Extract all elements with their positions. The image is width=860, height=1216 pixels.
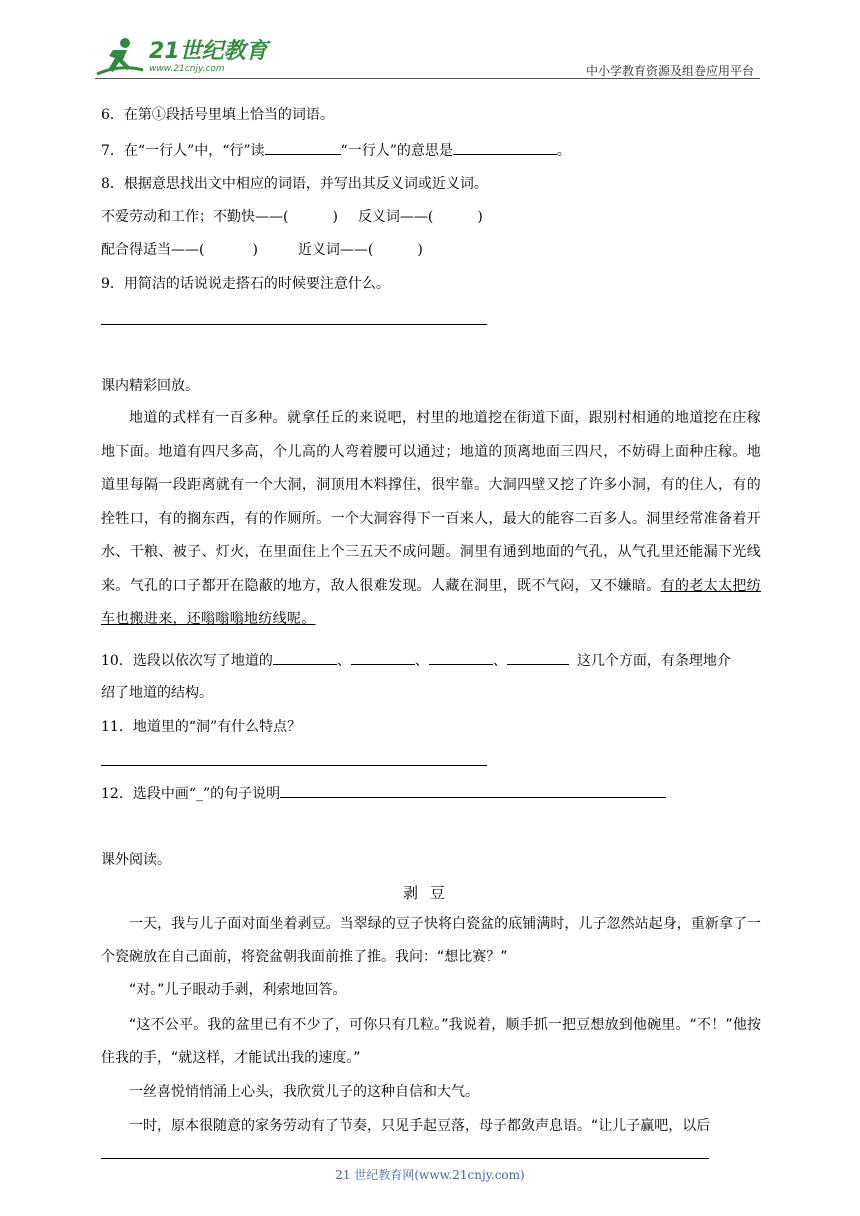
paren-close: ): [477, 209, 483, 225]
answer-blank[interactable]: [429, 650, 493, 665]
passage-tunnel: [101, 402, 761, 637]
question-8-row-1: [101, 207, 483, 227]
header-divider: [95, 78, 760, 79]
platform-name: 中小学教育资源及组卷应用平台: [585, 64, 754, 78]
question-7: [101, 140, 571, 161]
question-6: 6．在第①段括号里填上恰当的词语。: [101, 107, 334, 123]
question-10: [101, 650, 731, 671]
page-footer: 21 世纪教育网(www.21cnjy.com): [335, 1168, 525, 1182]
passage-tunnel-text: 地道的式样有一百多种。就拿任丘的来说吧，村里的地道挖在街道下面，跟别村相通的地道挖在庄稼地下面。地道有四尺多高，个儿高的人弯着腰可以通过；地道的顶离地面三四尺，不妨碍上面种庄稼。地道里每隔一段距离就有一个大洞，洞顶用木料撑住，很牢靠。大洞四壁又挖了许多小洞，有的住人，有的拴牲口，有的搁东西，有的作厕所。一个大洞容得下一百来人，最大的能容二百多人。洞里经常准备着开水、干粮、被子、灯火，在里面住上个三五天不成问题。洞里有通到地面的气孔，从气孔里还能漏下光线来。气孔的口子都开在隐蔽的地方，敌人很难发现。人藏在洞里，既不气闷，又不嫌暗。: [101, 410, 761, 594]
question-12-text: 12．选段中画“_”的句子说明: [101, 786, 281, 802]
passage-paragraph: 一时，原本很随意的家务劳动有了节奏，只见手起豆落，母子都敛声息语。“让儿子赢吧，以后: [129, 1118, 711, 1134]
answer-blank[interactable]: [280, 783, 666, 798]
question-7-text-b: “一行人”的意思是: [340, 143, 453, 159]
separator: 、: [414, 653, 429, 669]
question-11: 11．地道里的“洞”有什么特点？: [101, 719, 302, 735]
question-7-text-c: 。: [556, 143, 571, 159]
passage-paragraph: “这不公平。我的盆里已有不少了，可你只有几粒。”我说着，顺手抓一把豆想放到他碗里。“不！”他按住我的手，“就这样，才能试出我的速度。”: [101, 1017, 761, 1066]
answer-blank[interactable]: [507, 650, 569, 665]
question-8-row-2: [101, 240, 423, 260]
question-10-text-b: 这几个方面，有条理地介: [576, 653, 731, 669]
paren-close: ): [332, 209, 338, 225]
question-8-row-2-prompt: 配合得适当——(: [101, 242, 205, 258]
answer-blank[interactable]: [273, 650, 337, 665]
question-10-text-a: 10．选段以依次写了地道的: [101, 653, 273, 669]
passage-paragraph: 一天，我与儿子面对面坐着剥豆。当翠绿的豆子快将白瓷盆的底铺满时，儿子忽然站起身，重新拿了一个瓷碗放在自己面前，将瓷盆朝我面前推了推。我问：“想比赛？”: [101, 916, 761, 965]
question-9: 9．用简洁的话说说走搭石的时候要注意什么。: [101, 276, 390, 292]
footer-divider: [101, 1158, 709, 1159]
passage-title: 剥豆: [402, 884, 457, 902]
underlined-sentence: 有的老太太把纺车也搬进来，还嗡嗡嗡地纺线呢。: [101, 577, 761, 627]
paren-close: ): [417, 242, 423, 258]
answer-line[interactable]: [101, 324, 487, 325]
question-7-text-a: 7．在“一行人”中，“行”读: [101, 143, 265, 159]
question-12: [101, 783, 666, 804]
logo: [95, 36, 268, 78]
answer-blank[interactable]: [265, 140, 341, 155]
separator: 、: [492, 653, 507, 669]
paren-close: ): [252, 242, 258, 258]
answer-blank[interactable]: [351, 650, 415, 665]
logo-title: 21世纪教育: [149, 39, 268, 64]
answer-blank[interactable]: [453, 140, 557, 155]
answer-line[interactable]: [101, 765, 487, 766]
question-8-row-1-prompt: 不爱劳动和工作；不勤快——(: [101, 209, 289, 225]
page-header: [95, 30, 760, 80]
section-heading-outclass: 课外阅读。: [101, 852, 171, 868]
logo-url: www.21cnjy.com: [149, 64, 225, 74]
question-8: 8．根据意思找出文中相应的词语，并写出其反义词或近义词。: [101, 176, 488, 192]
question-10-continued: 绍了地道的结构。: [101, 685, 213, 701]
separator: 、: [336, 653, 351, 669]
passage-paragraph: 一丝喜悦悄悄涌上心头，我欣赏儿子的这种自信和大气。: [129, 1084, 479, 1100]
antonym-label: 反义词——(: [357, 209, 434, 225]
section-heading-inclass: 课内精彩回放。: [101, 378, 199, 394]
runner-logo-icon: [95, 36, 145, 78]
passage-paragraph: “对。”儿子眼动手剥，利索地回答。: [129, 982, 347, 998]
synonym-label: 近义词——(: [297, 242, 374, 258]
